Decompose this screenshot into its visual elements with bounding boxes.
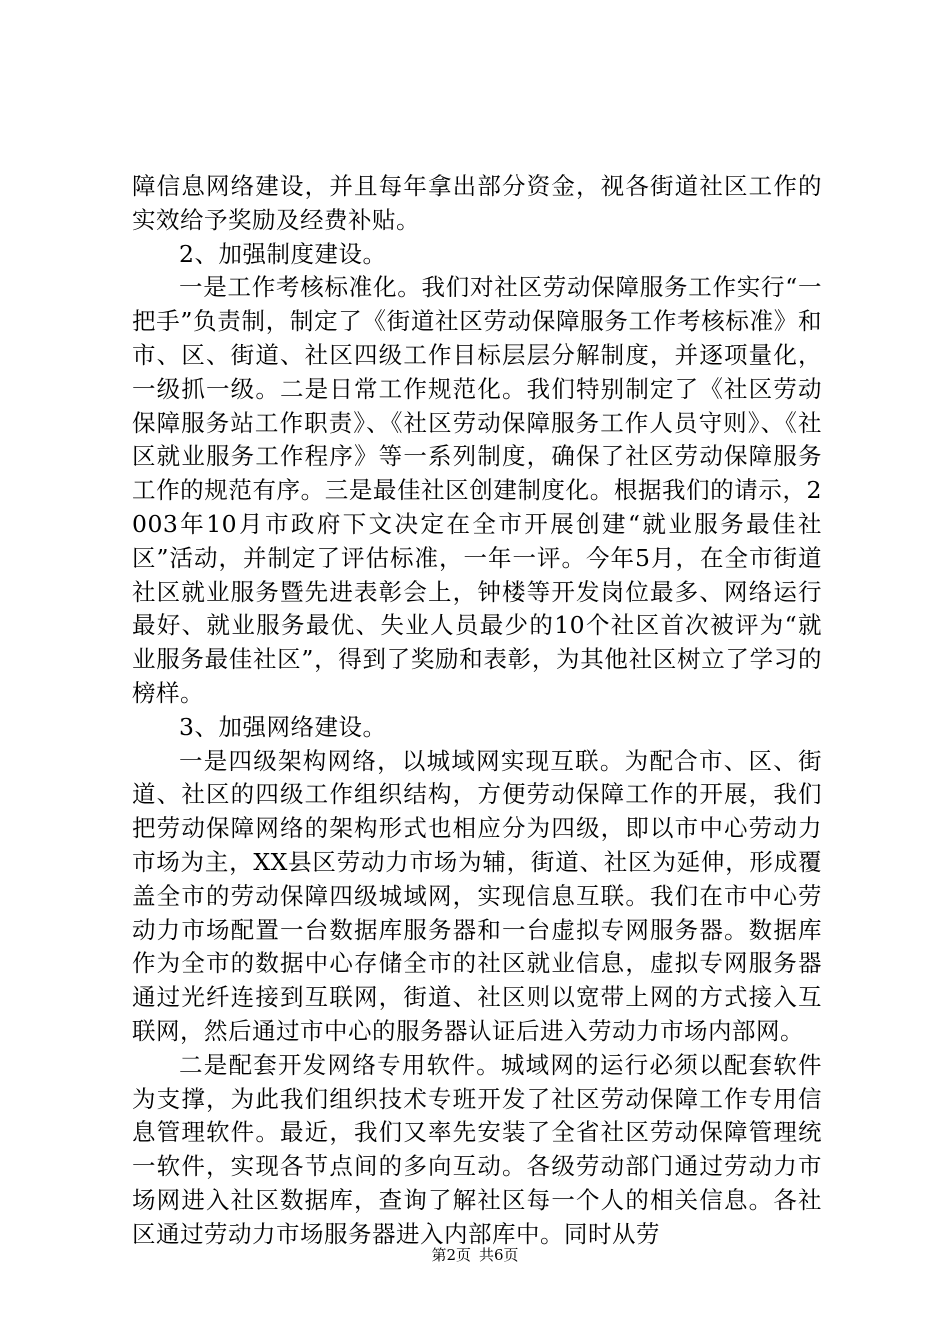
- section-heading-system-building: 2、加强制度建设。: [179, 239, 387, 268]
- document-body: [132, 170, 822, 1252]
- paragraph-network-architecture: 一是四级架构网络，以城域网实现互联。为配合市、区、街道、社区的四级工作组织结构，方便劳动保障工作的开展，我们把劳动保障网络的架构形式也相应分为四级，即以市中心劳动力市场为主，XX县区劳动力市场为辅，街道、社区为延伸，形成覆盖全市的劳动保障四级城域网，实现信息互联。我们在市中心劳动力市场配置一台数据库服务器和一台虚拟专网服务器。数据库作为全市的数据中心存储全市的社区就业信息，虚拟专网服务器通过光纤连接到互联网，街道、社区则以宽带上网的方式接入互联网，然后通过市中心的服务器认证后进入劳动力市场内部网。: [132, 746, 822, 1045]
- paragraph-system-building: 一是工作考核标准化。我们对社区劳动保障服务工作实行“一把手”负责制，制定了《街道社区劳动保障服务工作考核标准》和市、区、街道、社区四级工作目标层层分解制度，并逐项量化，一级抓一级。二是日常工作规范化。我们特别制定了《社区劳动保障服务站工作职责》、《社区劳动保障服务工作人员守则》、《社区就业服务工作程序》等一系列制度，确保了社区劳动保障服务工作的规范有序。三是最佳社区创建制度化。根据我们的请示，2003年10月市政府下文决定在全市开展创建“就业服务最佳社区”活动，并制定了评估标准，一年一评。今年5月，在全市街道社区就业服务暨先进表彰会上，钟楼等开发岗位最多、网络运行最好、就业服务最优、失业人员最少的10个社区首次被评为“就业服务最佳社区”，得到了奖励和表彰，为其他社区树立了学习的榜样。: [132, 273, 822, 707]
- paragraph-continuation: 障信息网络建设，并且每年拿出部分资金，视各街道社区工作的实效给予奖励及经费补贴。: [132, 172, 822, 234]
- section-heading-network-building: 3、加强网络建设。: [179, 712, 387, 741]
- page-number: 第2页: [431, 1246, 471, 1264]
- page-footer: [0, 1245, 950, 1265]
- paragraph-network-software: 二是配套开发网络专用软件。城域网的运行必须以配套软件为支撑，为此我们组织技术专班开发了社区劳动保障工作专用信息管理软件。最近，我们又率先安装了全省社区劳动保障管理统一软件，实现各节点间的多向互动。各级劳动部门通过劳动力市场网进入社区数据库，查询了解社区每一个人的相关信息。各社区通过劳动力市场服务器进入内部库中。同时从劳: [132, 1050, 822, 1248]
- page-total: 共6页: [479, 1246, 519, 1264]
